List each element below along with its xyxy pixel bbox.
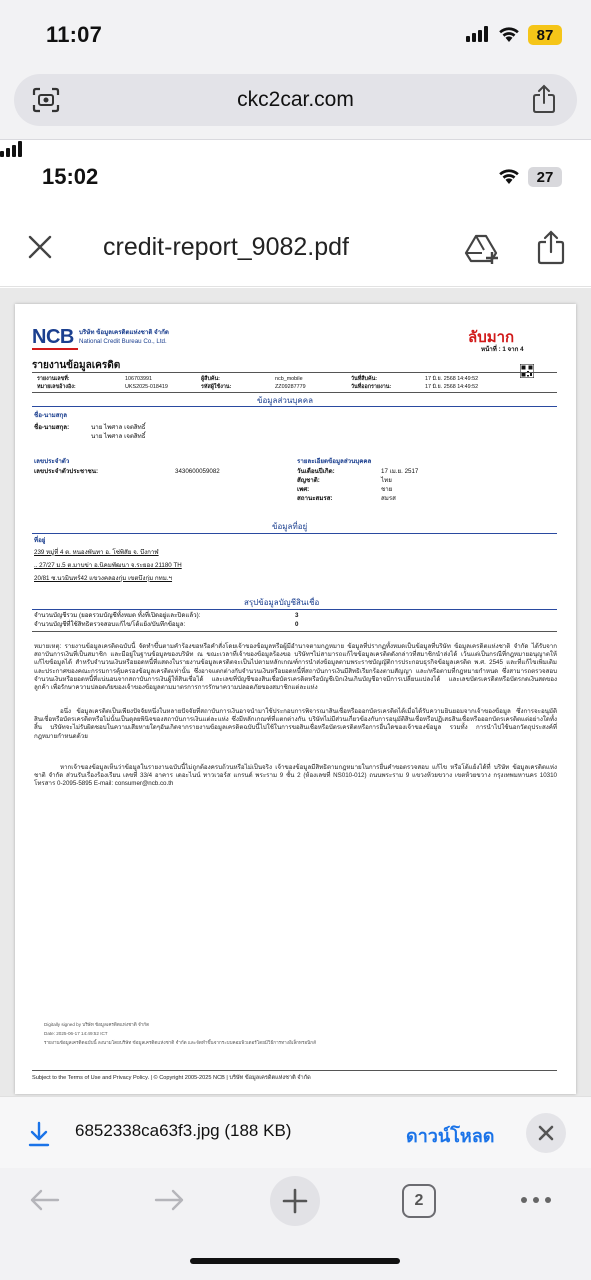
title-divider bbox=[32, 372, 557, 373]
meta-value: 17 มิ.ย. 2568 14:49:52 bbox=[425, 384, 479, 390]
company-name-en: National Credit Bureau Co., Ltd. bbox=[79, 338, 167, 345]
signature-line: Digitally signed by บริษัท ข้อมูลเครดิตแห่งชาติ จำกัด bbox=[44, 1022, 150, 1027]
address-line: 20/81 ซ.นวมินทร์42 แขวงคลองกุ่ม เขตบึงกุ่ม กทม.ฯ bbox=[34, 575, 173, 582]
ncb-logo: NCB bbox=[32, 326, 74, 348]
company-name-th: บริษัท ข้อมูลเครดิตแห่งชาติ จำกัด bbox=[79, 329, 169, 336]
address-bar[interactable] bbox=[14, 74, 577, 126]
inner-status-time: 15:02 bbox=[42, 164, 99, 189]
inner-wifi-icon bbox=[498, 167, 520, 185]
name-label: ชื่อ-นามสกุล: bbox=[34, 424, 70, 431]
detail-header: รายละเอียดข้อมูลส่วนบุคคล bbox=[297, 458, 372, 465]
summary-label: จำนวนบัญชีที่ใช้สิทธิตรวจสอบแก้ไข/โต้แย้ง/บันทึกข้อมูล: bbox=[34, 621, 186, 628]
browser-address-area bbox=[0, 70, 591, 140]
close-icon bbox=[537, 1124, 555, 1142]
page-footer: Subject to the Terms of Use and Privacy Policy. | © Copyright 2005-2025 NCB | บริษัท ข้อมูลเครดิตแห่งชาติ จำกัด bbox=[32, 1075, 311, 1081]
inner-status-bar bbox=[0, 141, 591, 211]
id-header: เลขประจำตัว bbox=[34, 458, 70, 465]
new-tab-button[interactable] bbox=[270, 1176, 320, 1226]
summary-value: 0 bbox=[295, 621, 299, 628]
add-to-drive-icon[interactable] bbox=[464, 233, 500, 265]
close-icon[interactable] bbox=[26, 233, 54, 261]
name-value: นาย ไพศาล เจตสิทธิ์ bbox=[91, 424, 146, 431]
detail-label: เพศ: bbox=[297, 486, 310, 493]
section-divider bbox=[32, 533, 557, 534]
meta-label: วันที่ออกรายงาน: bbox=[351, 384, 392, 390]
forward-arrow-icon[interactable] bbox=[152, 1186, 188, 1214]
remark-paragraph: หมายเหตุ: รายงานข้อมูลเครดิตฉบับนี้ จัดทำขึ้นตามคำร้องขอหรือคำสั่งโดยเจ้าของข้อมูลหรือผู้มีอำนาจตามกฎหมาย ข้อมูลที่ปรากฏทั้งหมดเป็นข้อมูลที่บริษัท ข้อมูลเครดิตแห่งชาติ จำกัด ได้รับจากสถาบันการเงินที่เป็นสมาชิก และมีอยู่ในฐานข้อมูลของบริษัท ณ ขณะเวลาที่เจ้าของข้อมูลร้องขอ บริษัทฯไม่สามารถแก้ไขข้อมูลเครดิตดังกล่าวที่สมาชิกนำส่งได้ เว้นแต่เป็นกรณีที่กฎหมายอนุญาตให้แก้ไขข้อมูลได้ สำหรับจำนวนเงินหรือยอดหนี้ที่แสดงในรายงานข้อมูลเครดิตจะเป็นไปตามหลักเกณฑ์การนำส่งข้อมูลตามพระราชบัญญัติการประกอบธุรกิจข้อมูลเครดิต พ.ศ. 2545 และที่แก้ไขเพิ่มเติม และประกาศของคณะกรรมการคุ้มครองข้อมูลเครดิตเท่านั้น ซึ่งอาจแตกต่างกับจำนวนเงินหรือยอดหนี้ที่สถาบันการเงินมีสิทธิเรียกร้องตามสัญญา และ/หรือตามที่กฎหมายกำหนด ซึ่งสามารถตรวจสอบจำนวนเงินหรือยอดหนี้ที่แน่นอนจากสถาบันการเงินผู้ให้สินเชื่อได้ และเลขที่บัญชีของสินเชื่อบัตรเครดิตหรือบัญชีเบิกเงินเกินบัญชีอาจมีการเปลี่ยนแปลงได้ และเลขบัตรเครดิตหรือบัตรกดเงินสดของลูกค้า เพื่อรักษาความปลอดภัยของเจ้าของข้อมูลตามมาตรการการรักษาความปลอดภัยของสมาชิกแต่ละแห่ง bbox=[34, 643, 557, 692]
section-address-title: ข้อมูลที่อยู่ bbox=[272, 522, 308, 531]
url-text[interactable]: ckc2car.com bbox=[237, 88, 354, 111]
meta-value: UKS2025-018419 bbox=[125, 384, 168, 390]
pdf-viewer-header bbox=[0, 211, 591, 287]
summary-value: 3 bbox=[295, 612, 299, 619]
detail-value: สมรส bbox=[381, 495, 396, 502]
cellular-signal-icon bbox=[466, 26, 488, 42]
id-value: 3430600059082 bbox=[175, 468, 220, 475]
pdf-filename: credit-report_9082.pdf bbox=[103, 233, 349, 261]
summary-label: จำนวนบัญชีรวม (ยอดรวมบัญชีทั้งหมด ทั้งที่เปิดอยู่และปิดแล้ว): bbox=[34, 612, 201, 619]
meta-label: วันที่สืบค้น: bbox=[351, 376, 378, 382]
wifi-icon bbox=[498, 25, 520, 43]
section-divider bbox=[32, 406, 557, 407]
name-header: ชื่อ-นามสกุล bbox=[34, 412, 68, 419]
detail-label: สถานะสมรส: bbox=[297, 495, 333, 502]
detail-label: สัญชาติ: bbox=[297, 477, 320, 484]
meta-label: รายงานเลขที่: bbox=[37, 376, 70, 382]
detail-value: 17 เม.ย. 2517 bbox=[381, 468, 419, 475]
detail-label: วันเดือนปีเกิด: bbox=[297, 468, 335, 475]
section-personal-title: ข้อมูลส่วนบุคคล bbox=[257, 396, 313, 405]
more-options-icon[interactable] bbox=[518, 1188, 554, 1212]
detail-value: ชาย bbox=[381, 486, 393, 493]
meta-label: หมายเลขอ้างอิง: bbox=[37, 384, 76, 390]
back-arrow-icon[interactable] bbox=[26, 1186, 62, 1214]
page-indicator: หน้าที่ : 1 จาก 4 bbox=[481, 346, 524, 353]
status-time: 11:07 bbox=[46, 22, 103, 47]
meta-value: 17 มิ.ย. 2568 14:49:52 bbox=[425, 376, 479, 382]
section-divider bbox=[32, 609, 557, 610]
address-header: ที่อยู่ bbox=[34, 537, 46, 544]
battery-indicator: 87 bbox=[528, 25, 562, 45]
share-icon[interactable] bbox=[531, 84, 557, 114]
meta-label: ผู้สืบค้น: bbox=[201, 376, 220, 382]
signature-date: Date: 2025-06-17 14:49:52 ICT bbox=[44, 1031, 108, 1036]
address-line: 239 หมู่ที่ 4 ต. หนองพันทา อ. โซ่พิสัย จ. บึงกาฬ bbox=[34, 549, 159, 556]
download-filename: 6852338ca63f3.jpg (188 KB) bbox=[75, 1121, 292, 1140]
download-button[interactable]: ดาวน์โหลด bbox=[406, 1126, 495, 1146]
address-line: .. 27/27 ม.5 ต.มาบข่า อ.นิคมพัฒนา จ.ระยอง 21180 TH bbox=[34, 562, 182, 569]
section-summary-title: สรุปข้อมูลบัญชีสินเชื่อ bbox=[244, 598, 320, 607]
inner-battery-indicator: 27 bbox=[528, 167, 562, 187]
meta-divider bbox=[32, 392, 557, 393]
remark-paragraph: อนึ่ง ข้อมูลเครดิตเป็นเพียงปัจจัยหนึ่งในหลายปัจจัยที่สถาบันการเงินอาจนำมาใช้ประกอบการพิจารณาสินเชื่อหรือออกบัตรเครดิตได้เมื่อได้รับความยินยอมจากเจ้าของข้อมูล ซึ่งการจะอนุมัติสินเชื่อหรือบัตรเครดิตหรือไม่นั้นเป็นดุลยพินิจของสถาบันการเงินแต่ละแห่ง ซึ่งมีหลักเกณฑ์ที่แตกต่างกัน บริษัทไม่มีส่วนเกี่ยวข้องกับการอนุมัติสินเชื่อหรือปฏิเสธสินเชื่อหรือออกบัตรเครดิตแต่อย่างใดทั้งสิ้น บริษัทจะไม่รับผิดชอบในความเสียหายใดๆอันเกิดจากรายงานข้อมูลเครดิตฉบับนี้ไปใช้ในการขอสินเชื่อหรือบัตรเครดิตหรือการอื่นใดของเจ้าของข้อมูล รวมทั้ง การนำไปใช้นอกวัตถุประสงค์ที่กฎหมายกำหนดด้วย bbox=[34, 708, 557, 740]
qr-code-icon bbox=[520, 364, 534, 378]
detail-value: ไทย bbox=[381, 477, 392, 484]
report-title: รายงานข้อมูลเครดิต bbox=[32, 360, 121, 371]
tab-switcher-button[interactable]: 2 bbox=[402, 1184, 436, 1218]
outer-status-bar bbox=[0, 0, 591, 70]
download-bar bbox=[0, 1096, 591, 1168]
confidential-label: ลับมาก bbox=[468, 329, 515, 346]
meta-value: ncb_mobile bbox=[275, 376, 303, 382]
remark-paragraph: หากเจ้าของข้อมูลเห็นว่าข้อมูลในรายงานฉบับนี้ไม่ถูกต้องครบถ้วนหรือไม่เป็นจริง เจ้าของข้อมูลมีสิทธิตามกฎหมายในการยื่นคำขอตรวจสอบ แก้ไข หรือโต้แย้งได้ที่ บริษัท ข้อมูลเครดิตแห่งชาติ จำกัด ส่วนรับเรื่องร้องเรียน เลขที่ 33/4 อาคาร เดอะไนน์ ทาวเวอร์ส แกรนด์ พระราม 9 ชั้น 2 (ห้องเลขที่ NS010-012) ถนนพระราม 9 แขวงห้วยขวาง เขตห้วยขวาง กรุงเทพมหานคร 10310 โทรสาร 0-2095-5895 E-mail: consumer@ncb.co.th bbox=[34, 764, 557, 788]
pdf-page[interactable] bbox=[15, 304, 576, 1094]
logo-underline bbox=[32, 348, 78, 350]
footer-divider bbox=[32, 1070, 557, 1071]
meta-value: 106703991 bbox=[125, 376, 152, 382]
dismiss-download-button[interactable] bbox=[526, 1113, 566, 1153]
download-icon bbox=[27, 1121, 51, 1147]
id-label: เลขประจำตัวประชาชน: bbox=[34, 468, 99, 475]
meta-value: ZZ09287779 bbox=[275, 384, 306, 390]
inner-cellular-signal-icon bbox=[0, 141, 591, 157]
signature-note: รายงานข้อมูลเครดิตฉบับนี้ ลงนามโดยบริษัท ข้อมูลเครดิตแห่งชาติ จำกัด และจัดทำขึ้นจากระบบคอมพิวเตอร์โดยมีวิธีการทางอิเล็กทรอนิกส์ bbox=[44, 1040, 316, 1045]
meta-label: รหัสผู้ใช้งาน: bbox=[201, 384, 232, 390]
summary-divider bbox=[32, 631, 557, 632]
plus-icon bbox=[282, 1188, 308, 1214]
pdf-share-icon[interactable] bbox=[536, 229, 566, 265]
name-value: นาย ไพศาล เจตสิทธิ์ bbox=[91, 433, 146, 440]
home-indicator[interactable] bbox=[190, 1258, 400, 1264]
